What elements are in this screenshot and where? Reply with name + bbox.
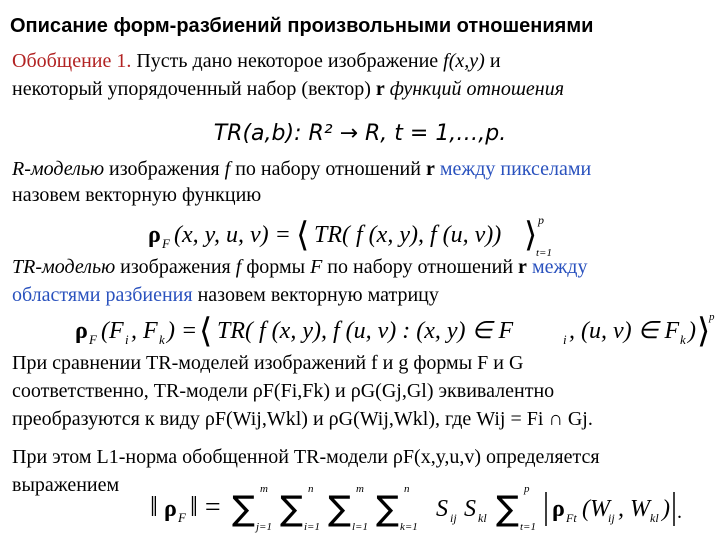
svg-text:kl: kl <box>478 511 487 525</box>
r-symbol: r <box>425 158 435 180</box>
svg-text:(F: (F <box>101 318 124 344</box>
svg-text:l=1: l=1 <box>352 521 368 533</box>
svg-text:ρ: ρ <box>148 222 161 248</box>
svg-text:F: F <box>178 510 186 525</box>
F-symbol: F <box>310 256 323 278</box>
r-model-line-2: назовем векторную функцию <box>12 184 262 206</box>
svg-text:∑: ∑ <box>232 489 255 529</box>
svg-text:i=1: i=1 <box>304 521 320 533</box>
r-symbol: r <box>375 78 385 100</box>
tr-formula: TR(a,b): R² → R, t = 1,…,p. <box>213 121 507 146</box>
svg-text:p: p <box>524 483 530 495</box>
r-symbol: r <box>518 256 527 278</box>
svg-text:m: m <box>356 483 364 495</box>
svg-text:p: p <box>709 311 715 323</box>
tr-model-line2b: назовем векторную матрицу <box>192 284 439 306</box>
formula-matrix <box>75 308 715 354</box>
comparison-line-5: выражением <box>12 474 120 496</box>
svg-text:(x, y, u, v) =: (x, y, u, v) = <box>174 222 291 248</box>
formula-norm <box>150 478 690 538</box>
svg-text:Ft: Ft <box>566 511 577 525</box>
svg-text:t=1: t=1 <box>536 247 552 259</box>
comparison-line-1: При сравнении TR-моделей изображений f и g формы F и G <box>12 352 524 374</box>
tr-model-line-1 <box>12 256 587 278</box>
svg-text:) =: ) = <box>167 318 198 344</box>
svg-text:⟨: ⟨ <box>296 215 310 255</box>
slide-title: Описание форм-разбиений произвольными отношениями <box>10 15 594 37</box>
svg-text:ρ: ρ <box>75 318 88 344</box>
svg-text:S: S <box>464 496 476 522</box>
partition-regions: областями разбиения <box>12 284 193 306</box>
svg-text:k=1: k=1 <box>400 521 418 533</box>
tr-model-text1: изображения <box>115 256 236 278</box>
svg-text:⟩: ⟩ <box>524 215 538 255</box>
svg-text:n: n <box>404 483 410 495</box>
r-model-line-1 <box>12 158 591 180</box>
svg-text:F: F <box>162 236 170 251</box>
svg-text:t=1: t=1 <box>520 521 536 533</box>
between-pixels: между пикселами <box>434 158 592 180</box>
svg-text:k: k <box>680 332 686 347</box>
svg-text:(W: (W <box>582 496 610 522</box>
svg-text:ρ: ρ <box>164 496 177 522</box>
svg-text:n: n <box>308 483 314 495</box>
fxy: f(x,y) <box>443 50 485 72</box>
svg-text:k: k <box>159 332 165 347</box>
f-symbol: f <box>235 256 242 278</box>
svg-text:∑: ∑ <box>328 489 351 529</box>
svg-text:ρ: ρ <box>552 496 565 522</box>
comparison-line-2: соответственно, TR-модели ρF(Fi,Fk) и ρG(Gj,Gl) эквивалентно <box>12 380 555 402</box>
generalization-line-2 <box>12 78 564 100</box>
svg-text:, W: , W <box>618 496 650 522</box>
r-model-text2: по набору отношений <box>230 158 426 180</box>
svg-text:TR( f (x, y), f (u, v) : (x,: TR( f (x, y), f (u, v) : (x, y) ∈ F <box>217 318 514 344</box>
svg-text:m: m <box>260 483 268 495</box>
svg-text:∑: ∑ <box>496 489 519 529</box>
svg-text:‖: ‖ <box>150 492 158 523</box>
comparison-line-3: преобразуются к виду ρF(Wij,Wkl) и ρG(Wij,Wkl), где Wij = Fi ∩ Gj. <box>12 408 593 430</box>
tr-model-text3: по набору отношений <box>322 256 519 278</box>
generalization-line2a: некоторый упорядоченный набор (вектор) <box>12 78 376 100</box>
svg-text:∑: ∑ <box>280 489 303 529</box>
svg-text:TR( f (x, y), f (u, v)): TR( f (x, y), f (u, v)) <box>314 222 502 248</box>
svg-text:.: . <box>677 501 682 523</box>
tr-model-line-2 <box>12 284 439 306</box>
generalization-text: Пусть дано некоторое изображение <box>131 50 444 72</box>
formula-rf <box>148 212 552 259</box>
comparison-line-4: При этом L1-норма обобщенной TR-модели ρF(x,y,u,v) определяется <box>12 446 600 468</box>
and-word: и <box>484 50 501 72</box>
svg-text:⟩: ⟩ <box>697 311 711 351</box>
between-word: между <box>526 256 588 278</box>
f-symbol: f <box>224 158 231 180</box>
tr-model-text2: формы <box>241 256 311 278</box>
svg-text:‖ =: ‖ = <box>190 492 221 523</box>
r-model-text1: изображения <box>104 158 225 180</box>
generalization-label: Обобщение 1. <box>12 50 132 72</box>
tr-model-lead: TR-моделью <box>12 256 116 278</box>
svg-text:F: F <box>89 332 97 347</box>
svg-text:i: i <box>125 332 129 347</box>
svg-text:): ) <box>662 496 670 522</box>
svg-text:ij: ij <box>450 511 457 525</box>
svg-text:, (u, v) ∈ F: , (u, v) ∈ F <box>569 318 680 344</box>
svg-text:ij: ij <box>608 511 615 525</box>
svg-text:i: i <box>563 332 567 347</box>
svg-text:, F: , F <box>131 318 158 344</box>
svg-text:): ) <box>688 318 696 344</box>
svg-text:kl: kl <box>650 511 659 525</box>
svg-text:p: p <box>538 213 544 227</box>
svg-text:⟨: ⟨ <box>199 311 213 351</box>
svg-text:S: S <box>436 496 448 522</box>
generalization-line-1 <box>12 50 501 72</box>
generalization-line2b: функций отношения <box>384 78 565 100</box>
svg-text:∑: ∑ <box>376 489 399 529</box>
r-model-lead: R-моделью <box>12 158 105 180</box>
svg-text:j=1: j=1 <box>256 521 272 533</box>
